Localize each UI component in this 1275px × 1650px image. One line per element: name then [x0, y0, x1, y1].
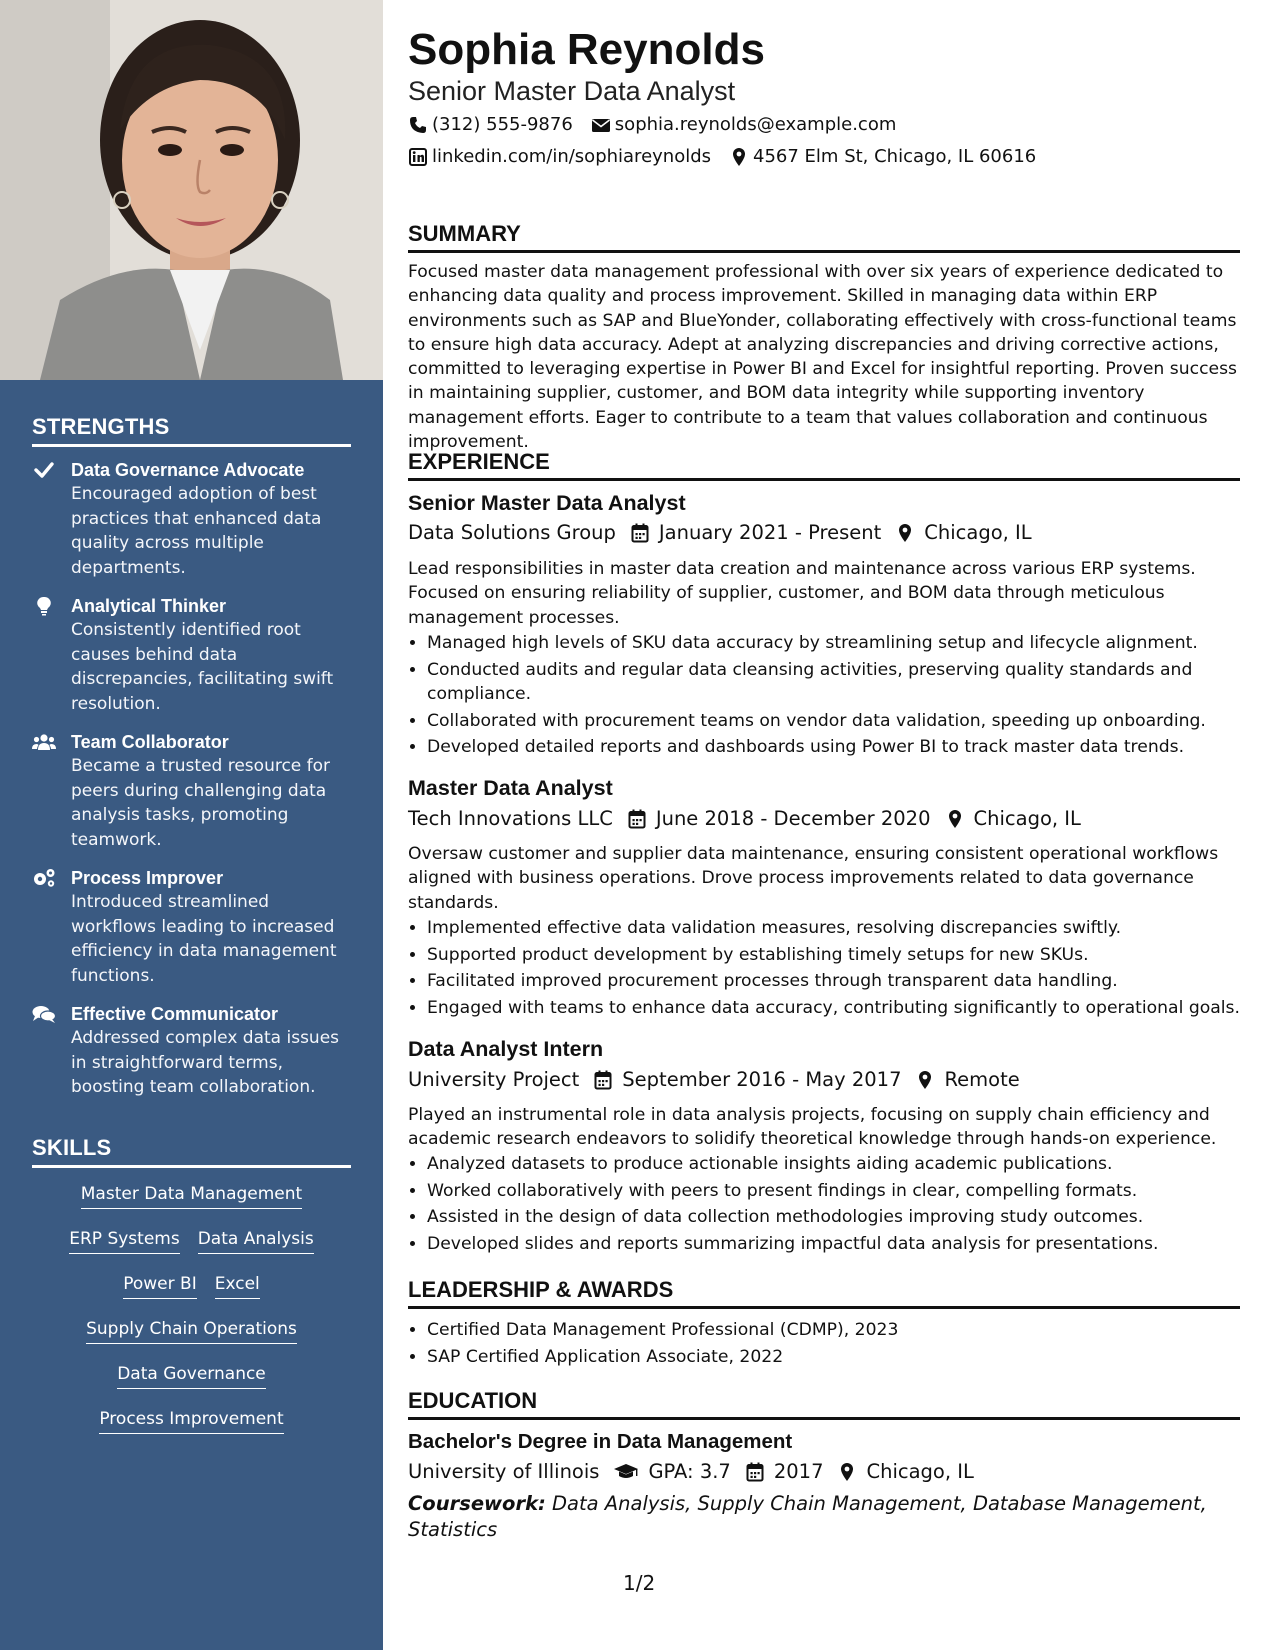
- job-bullet: • Analyzed datasets to produce actionable insights aiding academic publications.: [427, 1152, 1259, 1177]
- job-location: Remote: [944, 1068, 1020, 1091]
- email-contact[interactable]: [591, 113, 897, 137]
- job-location: Chicago, IL: [973, 807, 1081, 830]
- skill-tag: Data Governance: [117, 1362, 266, 1389]
- job-bullet: • Managed high levels of SKU data accuracy by streamlining setup and lifecycle alignment.: [427, 631, 1259, 656]
- strength-desc: Encouraged adoption of best practices that enhanced data quality across multiple departments.: [71, 484, 322, 578]
- job-bullet: • Supported product development by establishing timely setups for new SKUs.: [427, 943, 1259, 968]
- award-item: • SAP Certified Application Associate, 2022: [427, 1345, 1259, 1370]
- awards-list: [408, 1318, 1259, 1371]
- skill-tag: Master Data Management: [81, 1182, 302, 1209]
- candidate-title: Senior Master Data Analyst: [408, 76, 736, 106]
- job-meta: [408, 520, 1046, 546]
- calendar-icon: [593, 1070, 613, 1090]
- linkedin-contact[interactable]: [408, 145, 711, 169]
- job-dates: September 2016 - May 2017: [622, 1068, 902, 1091]
- strength-title: Team Collaborator: [71, 732, 229, 752]
- address-text: 4567 Elm St, Chicago, IL 60616: [753, 146, 1037, 167]
- sidebar: [0, 0, 383, 1650]
- job-company: Data Solutions Group: [408, 521, 616, 544]
- job-role: Senior Master Data Analyst: [408, 491, 686, 515]
- summary-heading: SUMMARY: [408, 220, 1240, 253]
- envelope-icon: [591, 115, 611, 135]
- lightbulb-icon: [32, 596, 56, 616]
- job-bullets: [408, 1152, 1259, 1258]
- strength-desc: Introduced streamlined workflows leading to increased efficiency in data management functions.: [71, 892, 337, 986]
- graduation-year: 2017: [773, 1460, 824, 1483]
- job-description: Played an instrumental role in data analysis projects, focusing on supply chain efficiency and academic research endeavors to solidify theoretical knowledge through hands-on experience.: [408, 1105, 1217, 1150]
- strength-item: [32, 1002, 351, 1100]
- school-location: Chicago, IL: [866, 1460, 974, 1483]
- job-bullet: • Facilitated improved procurement processes through transparent data handling.: [427, 969, 1259, 994]
- job-bullet: • Developed detailed reports and dashboards using Power BI to track master data trends.: [427, 735, 1259, 760]
- strength-title: Process Improver: [71, 868, 224, 888]
- job-company: University Project: [408, 1068, 580, 1091]
- job-description: Lead responsibilities in master data creation and maintenance across various ERP systems. Focused on ensuring reliability of supplier, customer, and BOM data through meticulous management processes.: [408, 559, 1196, 628]
- contact-row-2: [408, 145, 1036, 169]
- skill-tag: Data Analysis: [198, 1227, 314, 1254]
- comments-icon: [32, 1004, 56, 1024]
- map-pin-icon: [729, 147, 749, 167]
- gears-icon: [32, 868, 56, 888]
- coursework-line: [408, 1491, 1240, 1543]
- strengths-section: [32, 414, 351, 1100]
- calendar-icon: [745, 1462, 765, 1482]
- job-dates: January 2021 - Present: [658, 521, 882, 544]
- award-item: • Certified Data Management Professional (CDMP), 2023: [427, 1318, 1259, 1343]
- coursework-text: Data Analysis, Supply Chain Management, Database Management, Statistics: [408, 1492, 1207, 1541]
- linkedin-icon: [408, 147, 428, 167]
- map-pin-icon: [837, 1462, 857, 1482]
- map-pin-icon: [945, 809, 965, 829]
- strength-desc: Addressed complex data issues in straightforward terms, boosting team collaboration.: [71, 1028, 340, 1097]
- linkedin-text: linkedin.com/in/sophiareynolds: [432, 146, 712, 167]
- calendar-icon: [630, 523, 650, 543]
- phone-icon: [408, 115, 428, 135]
- candidate-name: Sophia Reynolds: [408, 25, 765, 74]
- school-name: University of Illinois: [408, 1460, 600, 1483]
- strengths-title: STRENGTHS: [32, 414, 351, 447]
- skill-tag: Excel: [215, 1272, 260, 1299]
- contact-row: [408, 113, 896, 137]
- strength-item: [32, 866, 351, 988]
- coursework-label: Coursework:: [408, 1492, 546, 1515]
- graduation-cap-icon: [613, 1462, 639, 1482]
- profile-photo: [0, 0, 383, 380]
- job-description: Oversaw customer and supplier data maintenance, ensuring consistent operational workflows aligned with business operations. Drove process improvements related to data governance standards.: [408, 844, 1219, 913]
- phone-text: (312) 555-9876: [432, 114, 573, 135]
- users-icon: [32, 732, 56, 752]
- job-bullet: • Engaged with teams to enhance data accuracy, contributing significantly to operational goals.: [427, 996, 1259, 1021]
- strength-desc: Became a trusted resource for peers during challenging data analysis tasks, promoting teamwork.: [71, 756, 331, 850]
- strength-title: Analytical Thinker: [71, 596, 227, 616]
- job-bullet: • Developed slides and reports summarizing impactful data analysis for presentations.: [427, 1232, 1259, 1257]
- map-pin-icon: [895, 523, 915, 543]
- job-company: Tech Innovations LLC: [408, 807, 613, 830]
- strength-desc: Consistently identified root causes behind data discrepancies, facilitating swift resolution.: [71, 620, 334, 714]
- job-bullet: • Conducted audits and regular data cleansing activities, preserving quality standards and compliance.: [427, 658, 1259, 707]
- page-number: 1/2: [623, 1571, 656, 1595]
- job-bullet: • Assisted in the design of data collection methodologies improving study outcomes.: [427, 1205, 1259, 1230]
- education-meta: [408, 1459, 988, 1485]
- calendar-icon: [627, 809, 647, 829]
- strength-item: [32, 594, 351, 716]
- skill-tag: Process Improvement: [99, 1407, 283, 1434]
- skills-section: [32, 1135, 351, 1452]
- job-dates: June 2018 - December 2020: [655, 807, 931, 830]
- email-text: sophia.reynolds@example.com: [614, 114, 897, 135]
- strength-title: Data Governance Advocate: [71, 460, 305, 480]
- job-bullets: [408, 916, 1259, 1022]
- check-icon: [32, 460, 56, 480]
- degree-title: Bachelor's Degree in Data Management: [408, 1430, 793, 1453]
- job-bullet: • Collaborated with procurement teams on vendor data validation, speeding up onboarding.: [427, 709, 1259, 734]
- job-location: Chicago, IL: [924, 521, 1032, 544]
- skill-tag: Supply Chain Operations: [86, 1317, 297, 1344]
- phone-contact[interactable]: [408, 113, 573, 137]
- education-heading: EDUCATION: [408, 1387, 1240, 1420]
- job-role: Master Data Analyst: [408, 776, 613, 800]
- experience-heading: EXPERIENCE: [408, 448, 1240, 481]
- job-bullet: • Implemented effective data validation measures, resolving discrepancies swiftly.: [427, 916, 1259, 941]
- job-bullet: • Worked collaboratively with peers to present findings in clear, compelling formats.: [427, 1179, 1259, 1204]
- job-role: Data Analyst Intern: [408, 1037, 604, 1061]
- gpa-text: GPA: 3.7: [648, 1460, 731, 1483]
- job-meta: [408, 1067, 1034, 1093]
- map-pin-icon: [915, 1070, 935, 1090]
- awards-heading: LEADERSHIP & AWARDS: [408, 1276, 1240, 1309]
- strength-item: [32, 458, 351, 580]
- skills-title: SKILLS: [32, 1135, 351, 1168]
- address-contact: [729, 145, 1036, 169]
- skill-tag: Power BI: [123, 1272, 196, 1299]
- job-meta: [408, 806, 1095, 832]
- summary-text: Focused master data management professional with over six years of experience dedicated to enhancing data quality and process improvement. Skilled in managing data within ERP environments such as SAP and BlueYonder, collaborating effectively with cross-functional teams to ensure high data accuracy. Adept at analyzing discrepancies and driving corrective actions, committed to leveraging expertise in Power BI and Excel for insightful reporting. Proven success in maintaining supplier, customer, and BOM data integrity while supporting inventory management efforts. Eager to contribute to a team that values collaboration and continuous improvement.: [408, 262, 1238, 453]
- skill-tag: ERP Systems: [69, 1227, 179, 1254]
- strength-item: [32, 730, 351, 852]
- strength-title: Effective Communicator: [71, 1004, 279, 1024]
- job-bullets: [408, 631, 1259, 762]
- skills-list: [32, 1182, 351, 1452]
